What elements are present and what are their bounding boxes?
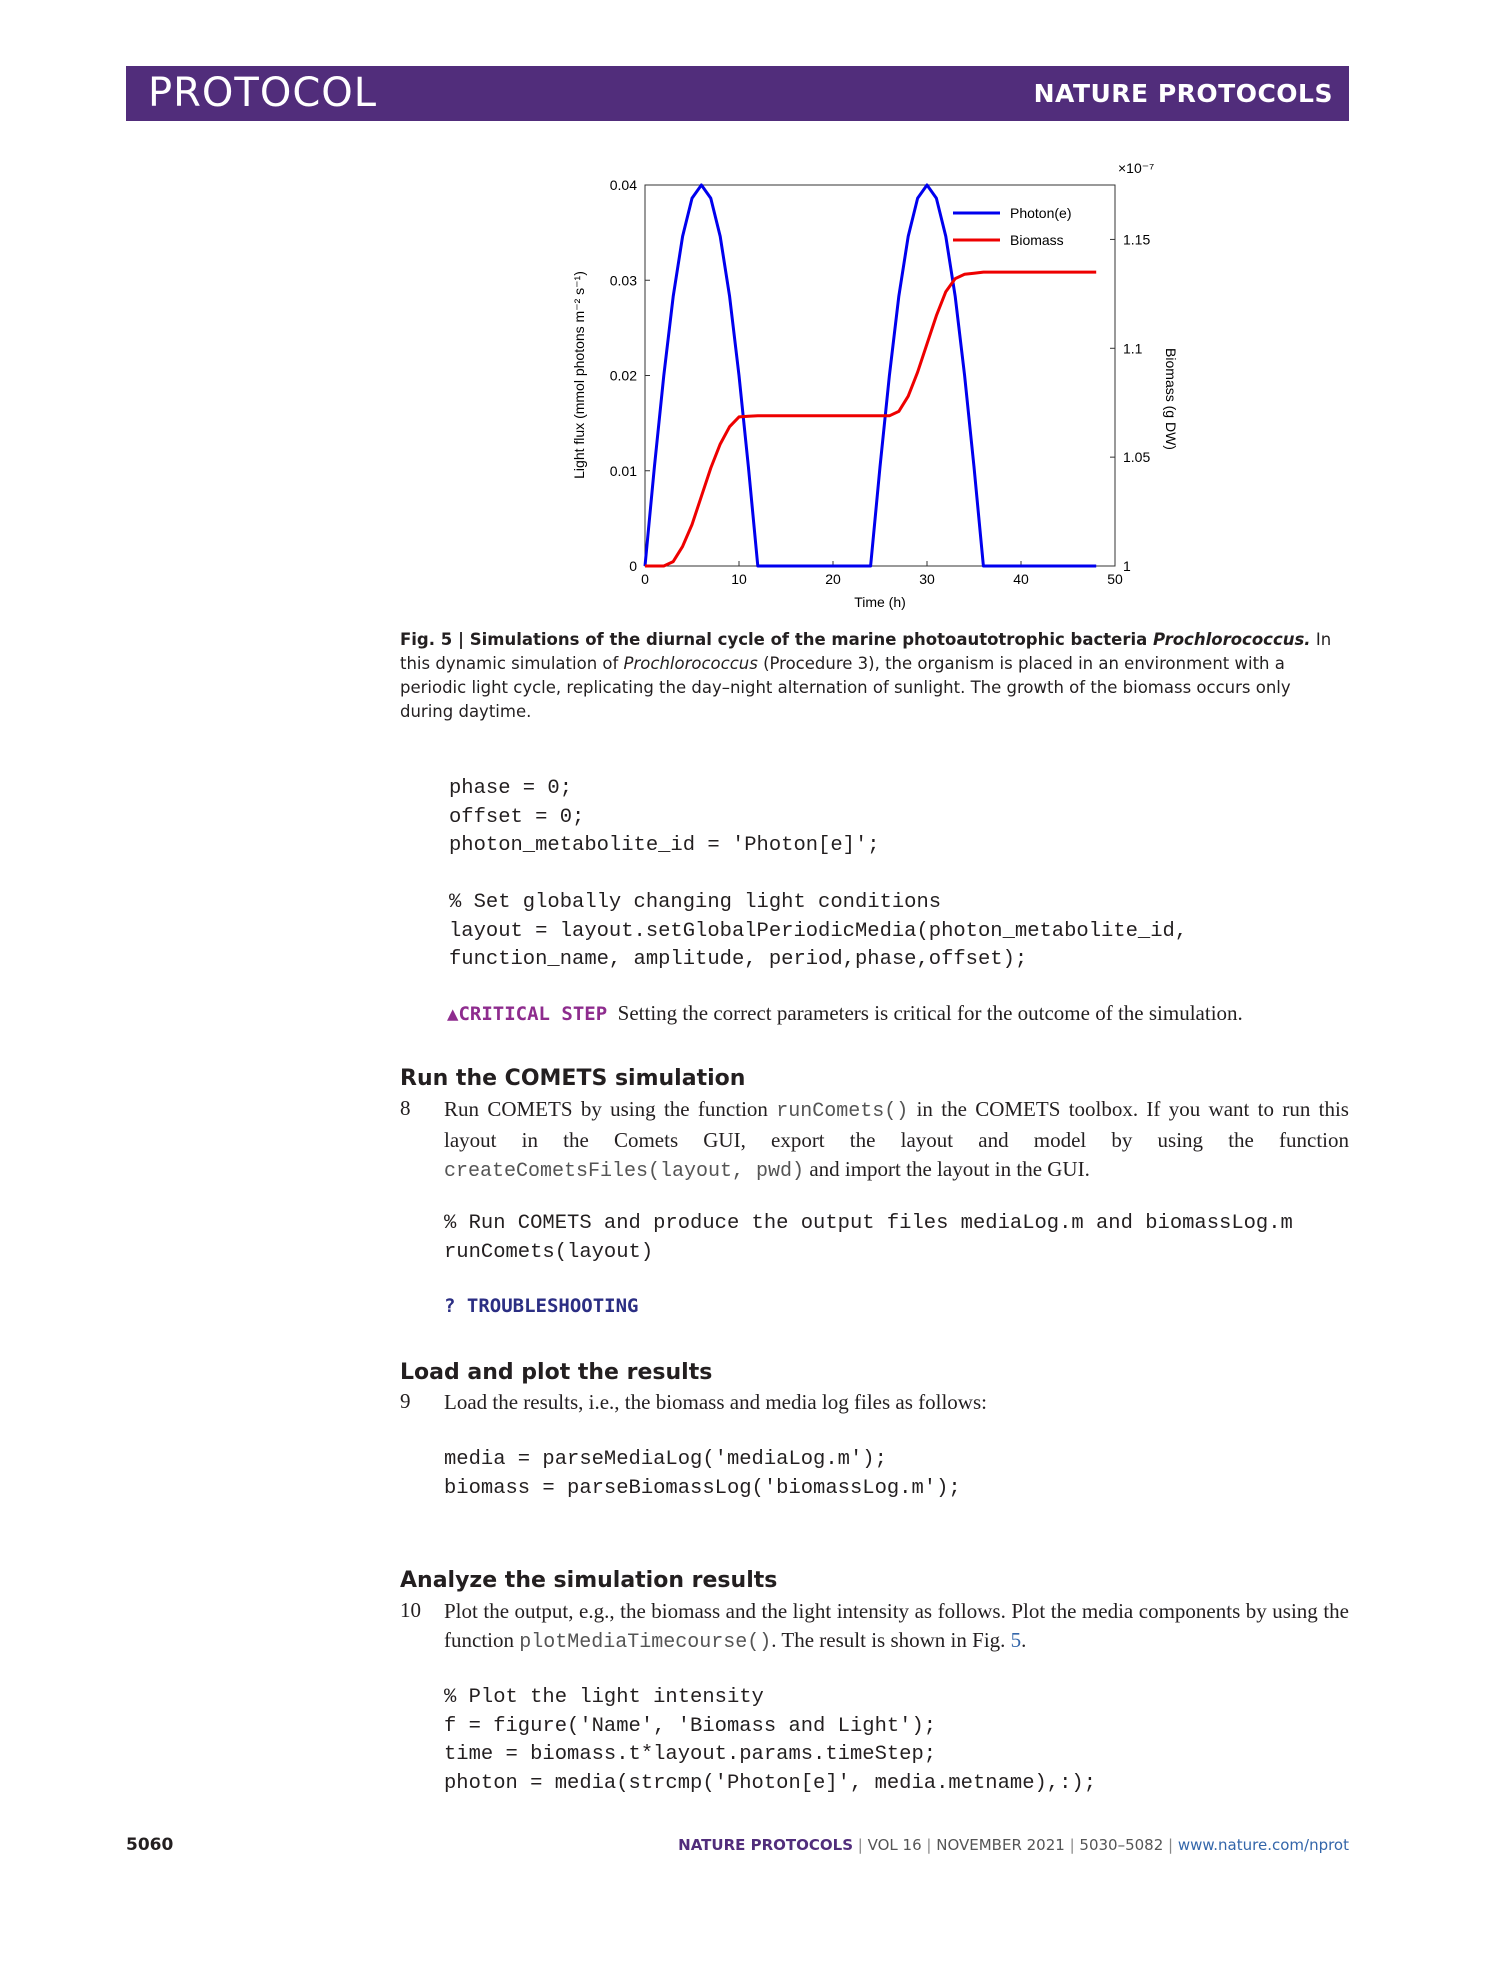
- code-runComets: runComets(): [776, 1100, 909, 1123]
- code-block-light-conditions: phase = 0; offset = 0; photon_metabolite_id = 'Photon[e]'; % Set globally changing light conditions layout = layout.setGlobalPeriodicMedia(photon_metabolite_id, function_name, amplitude, period,phase,offset);: [449, 777, 1188, 971]
- footer-date: NOVEMBER 2021: [936, 1836, 1065, 1854]
- caption-text-1: In this dynamic simulation of: [400, 630, 1332, 673]
- x-tick-label-1: 10: [731, 571, 747, 587]
- series-line-biomass: [645, 272, 1096, 566]
- figure-5-chart: [0, 0, 1489, 620]
- code-createCometsFiles: createCometsFiles(layout, pwd): [444, 1160, 805, 1183]
- step-number-8: 8: [400, 1096, 411, 1120]
- y-right-tick-label-0: 1: [1123, 558, 1131, 574]
- y-right-tick-label-2: 1.1: [1123, 340, 1143, 357]
- code-plotMediaTimecourse: plotMediaTimecourse(): [519, 1631, 772, 1654]
- x-tick-label-2: 20: [825, 571, 841, 587]
- footer-url[interactable]: www.nature.com/nprot: [1177, 1836, 1349, 1854]
- critical-step: [447, 1001, 1243, 1026]
- step-number-9: 9: [400, 1389, 411, 1413]
- figure-5-ref[interactable]: 5: [1010, 1628, 1022, 1652]
- step-10-text: Plot the output, e.g., the biomass and the light intensity as follows. Plot the media components by using the function plotMediaTimecourse(). The result is shown in Fig. 5.: [444, 1599, 1349, 1654]
- code-block-run-comets: % Run COMETS and produce the output files mediaLog.m and biomassLog.m runComets(layout): [444, 1212, 1293, 1264]
- y-left-tick-label-0: 0: [629, 558, 637, 574]
- legend-label-biomass: Biomass: [1010, 232, 1064, 248]
- figure-caption: [400, 628, 1348, 724]
- page-number: 5060: [126, 1835, 174, 1855]
- y-right-tick-label-1: 1.05: [1123, 449, 1151, 466]
- troubleshooting-link[interactable]: ? TROUBLESHOOTING: [444, 1295, 639, 1317]
- step-8-text: Run COMETS by using the function runComets() in the COMETS toolbox. If you want to run this layout in the Comets GUI, export the layout and model by using the function createCometsFiles(layout, pwd) and import the layout in the GUI.: [444, 1097, 1349, 1183]
- footer-citation: NATURE PROTOCOLS | VOL 16 | NOVEMBER 2021 | 5030–5082 | www.nature.com/nprot: [678, 1836, 1349, 1854]
- y-left-tick-label-3: 0.03: [609, 272, 637, 289]
- y-left-tick-label-2: 0.02: [609, 367, 637, 384]
- footer-vol: VOL 16: [867, 1836, 922, 1854]
- code-block-load-results: media = parseMediaLog('mediaLog.m'); biomass = parseBiomassLog('biomassLog.m');: [444, 1448, 961, 1500]
- x-axis-label: Time (h): [854, 594, 906, 610]
- section-label: PROTOCOL: [148, 70, 378, 116]
- y-right-tick-label-3: 1.15: [1123, 231, 1151, 248]
- heading-run-simulation: Run the COMETS simulation: [400, 1066, 746, 1091]
- critical-step-text: Setting the correct parameters is critical for the outcome of the simulation.: [617, 1001, 1243, 1025]
- x-tick-label-4: 40: [1013, 571, 1029, 587]
- journal-name: NATURE PROTOCOLS: [1033, 79, 1333, 108]
- caption-text-2: (Procedure 3), the organism is placed in an environment with a periodic light cycle, replicating the day–night alternation of sunlight. The growth of the biomass occurs only during daytime.: [400, 654, 1291, 721]
- caption-label-italic: Prochlorococcus.: [1153, 630, 1311, 649]
- y-left-tick-label-1: 0.01: [609, 462, 637, 479]
- heading-analyze-results: Analyze the simulation results: [400, 1568, 778, 1593]
- caption-label: Fig. 5 | Simulations of the diurnal cycle of the marine photoautotrophic bacteria: [400, 630, 1153, 649]
- x-tick-label-3: 30: [919, 571, 935, 587]
- heading-load-results: Load and plot the results: [400, 1360, 713, 1385]
- y-left-tick-label-4: 0.04: [609, 177, 637, 193]
- x-tick-label-0: 0: [641, 571, 649, 587]
- y-left-axis-label: Light flux (mmol photons m⁻² s⁻¹): [571, 271, 587, 479]
- code-block-plot: % Plot the light intensity f = figure('Name', 'Biomass and Light'); time = biomass.t*layout.params.timeStep; photon = media(strcmp('Photon[e]', media.metname),:);: [444, 1686, 1097, 1795]
- x-tick-label-5: 50: [1107, 571, 1123, 587]
- y-right-axis-label: Biomass (g DW): [1163, 348, 1179, 450]
- legend: [953, 205, 1071, 248]
- legend-label-photon: Photon(e): [1010, 205, 1072, 221]
- caption-italic: Prochlorococcus: [623, 654, 758, 673]
- footer-pages: 5030–5082: [1079, 1836, 1164, 1854]
- footer-journal: NATURE PROTOCOLS: [678, 1836, 854, 1854]
- step-number-10: 10: [400, 1598, 421, 1622]
- right-multiplier: ×10⁻⁷: [1118, 160, 1155, 176]
- step-9-text: Load the results, i.e., the biomass and media log files as follows:: [444, 1390, 987, 1414]
- critical-step-label: ▲CRITICAL STEP: [447, 1003, 608, 1025]
